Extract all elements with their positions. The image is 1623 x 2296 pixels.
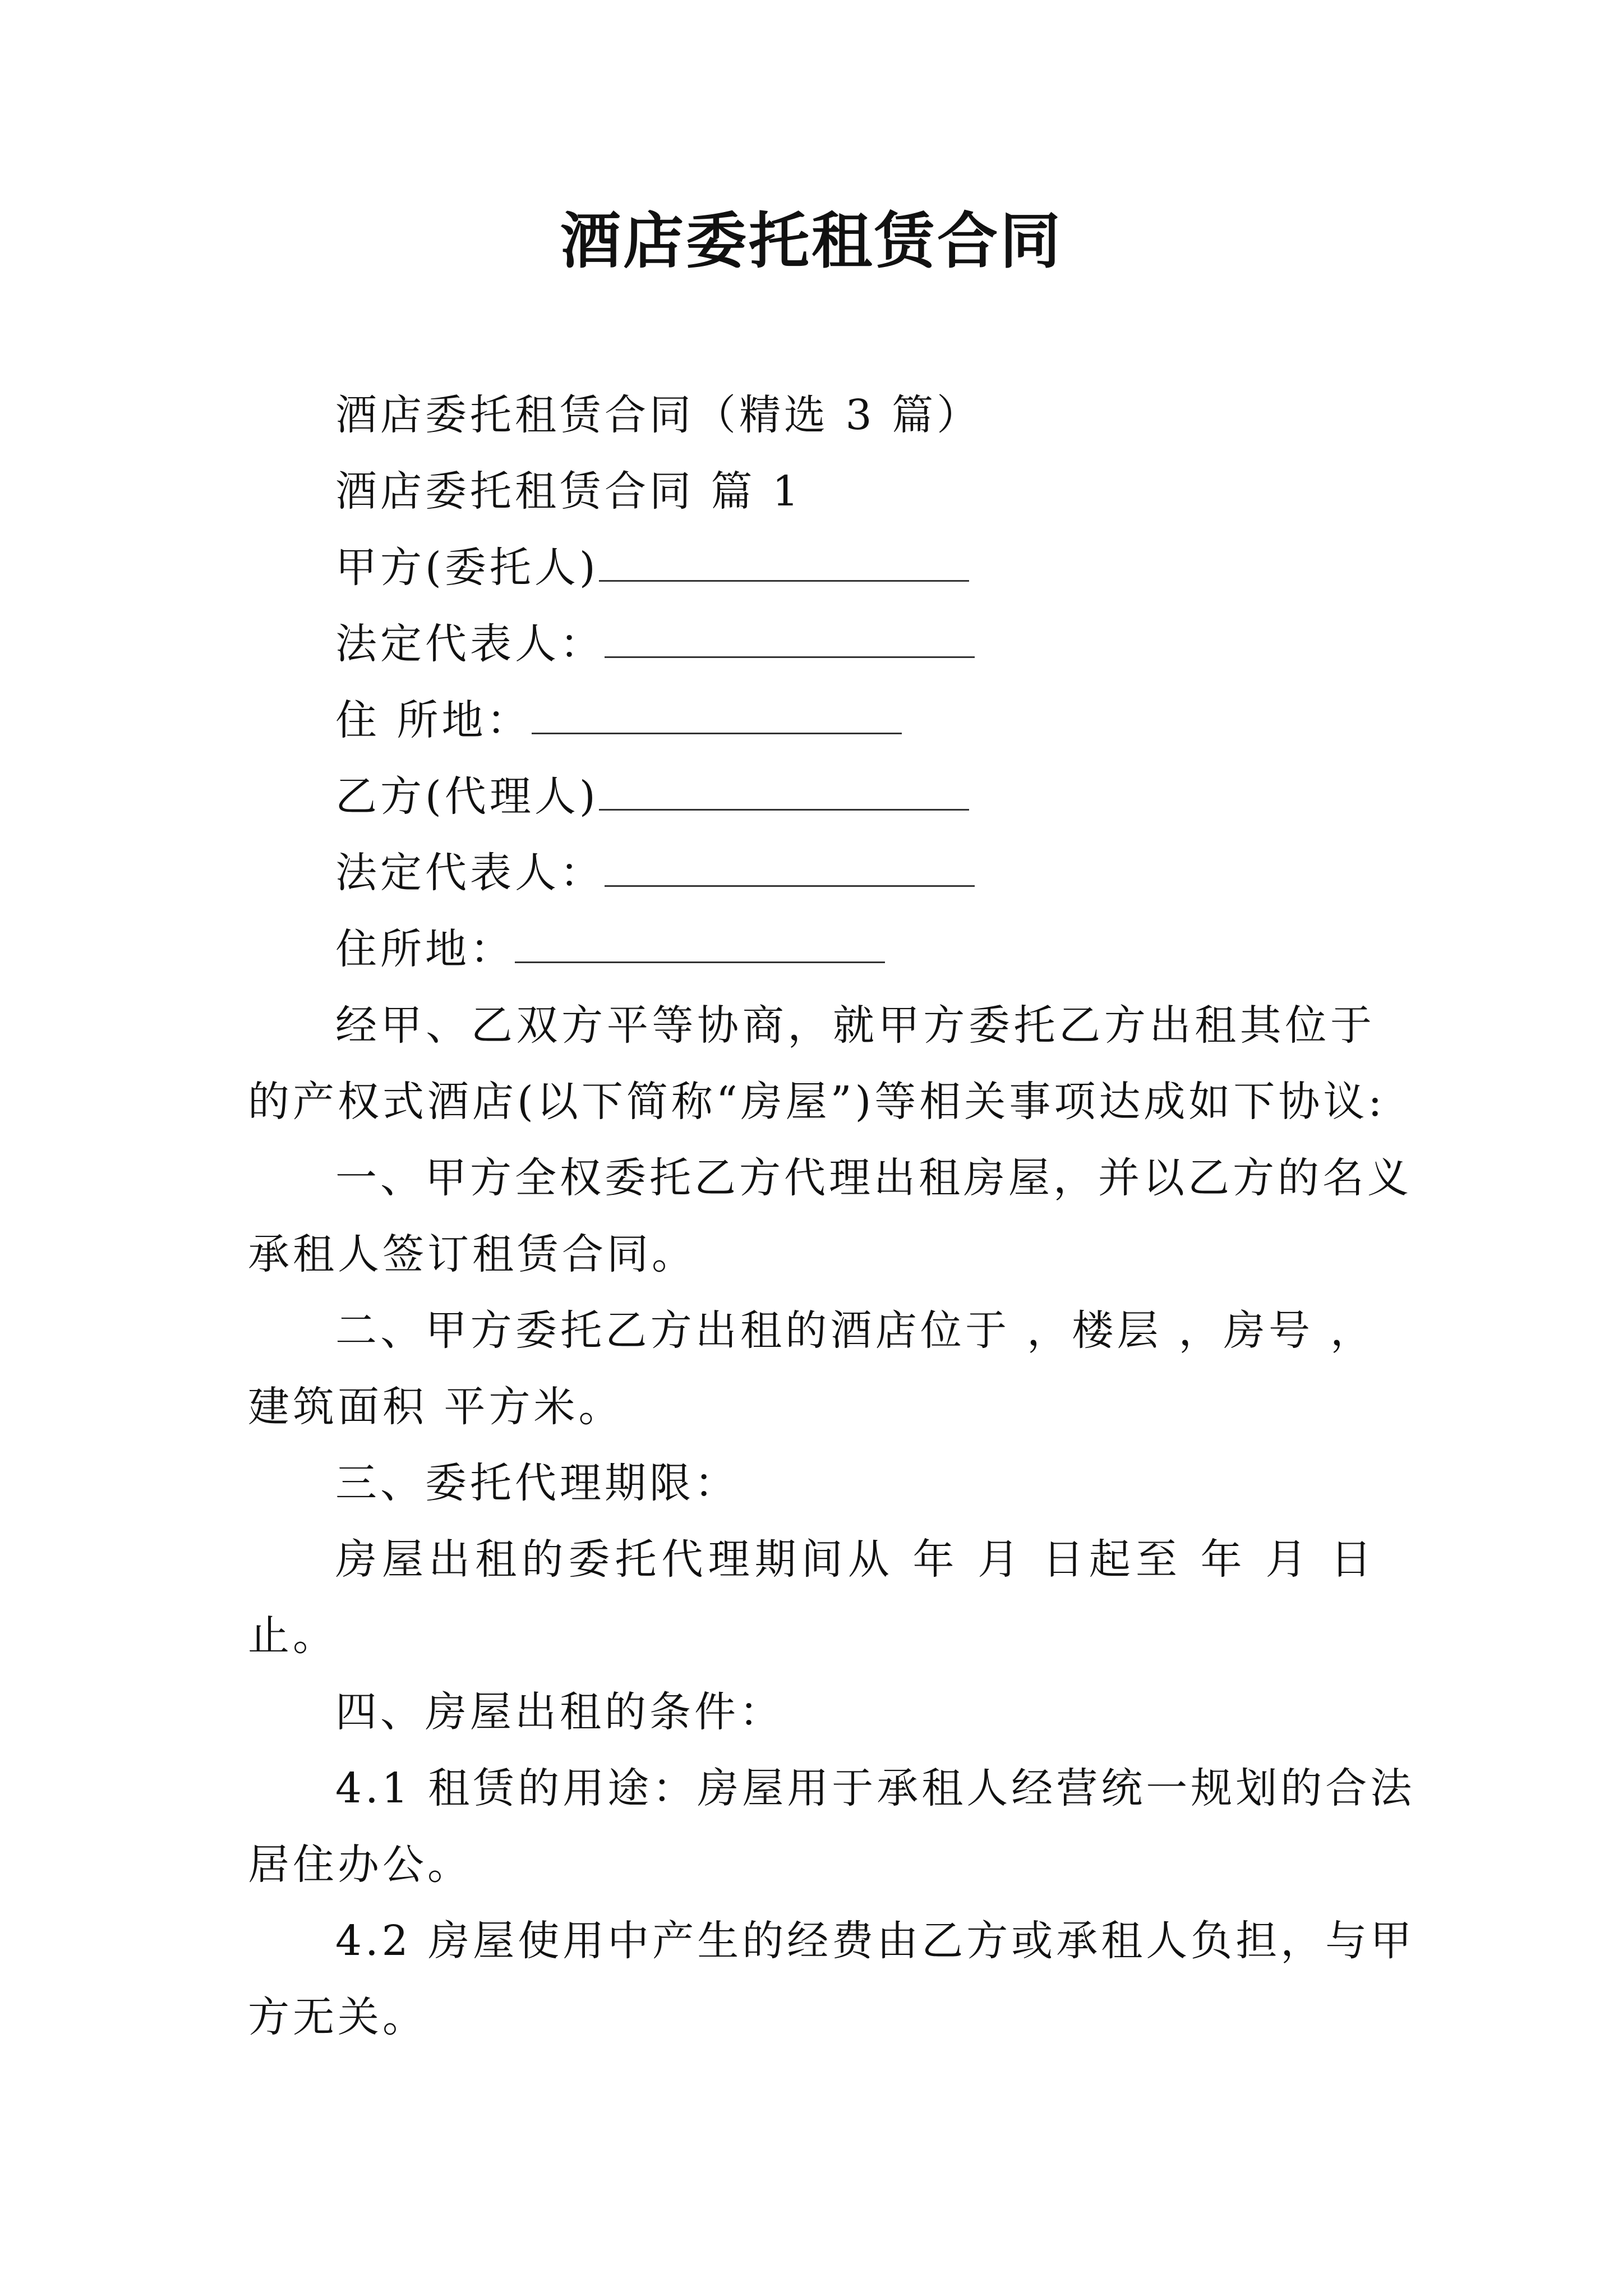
paragraph-line: 二、甲方委托乙方出租的酒店位于 ，楼层 ，房号 ，: [335, 1306, 1375, 1355]
field-party-b-representative: [335, 845, 975, 901]
paragraph-line: 三、委托代理期限：: [335, 1459, 739, 1507]
fill-blank: [599, 770, 969, 811]
paragraph-line: 方无关。: [248, 1993, 427, 2041]
field-label: 住 所地：: [335, 696, 532, 744]
paragraph-line: 一、甲方全权委托乙方代理出租房屋，并以乙方的名义: [335, 1154, 1412, 1202]
field-party-a-address: [335, 692, 902, 748]
field-party-a: [335, 540, 969, 596]
fill-blank: [605, 617, 975, 658]
field-label: 甲方(委托人): [335, 544, 599, 592]
fill-blank: [532, 693, 902, 734]
field-label: 法定代表人：: [335, 849, 605, 897]
paragraph-line: 四、房屋出租的条件：: [335, 1688, 784, 1736]
paragraph-line: 经甲、乙双方平等协商，就甲方委托乙方出租其位于: [335, 1001, 1375, 1050]
paragraph-line: 房屋出租的委托代理期间从 年 月 日起至 年 月 日: [335, 1535, 1375, 1584]
fill-blank: [599, 541, 969, 582]
paragraph-line: 建筑面积 平方米。: [248, 1383, 624, 1431]
paragraph-line: 居住办公。: [248, 1841, 472, 1889]
paragraph-line: 承租人签订租赁合同。: [248, 1230, 697, 1278]
field-party-a-representative: [335, 616, 975, 672]
paragraph-line: 的产权式酒店(以下简称“房屋”)等相关事项达成如下协议:: [248, 1078, 1386, 1126]
fill-blank: [515, 922, 885, 963]
fill-blank: [605, 846, 975, 887]
section-heading: 酒店委托租赁合同 篇 1: [335, 467, 803, 516]
field-label: 法定代表人：: [335, 620, 605, 668]
paragraph-line: 止。: [248, 1612, 338, 1660]
paragraph-line: 4.1 租赁的用途：房屋用于承租人经营统一规划的合法: [335, 1764, 1415, 1812]
field-party-b-address: [335, 921, 885, 977]
field-label: 住所地：: [335, 925, 515, 973]
field-party-b: [335, 769, 969, 825]
paragraph-line: 4.2 房屋使用中产生的经费由乙方或承租人负担，与甲: [335, 1917, 1415, 1965]
document-title: 酒店委托租赁合同: [560, 206, 1063, 277]
field-label: 乙方(代理人): [335, 772, 599, 821]
subtitle: 酒店委托租赁合同（精选 3 篇）: [335, 391, 982, 439]
